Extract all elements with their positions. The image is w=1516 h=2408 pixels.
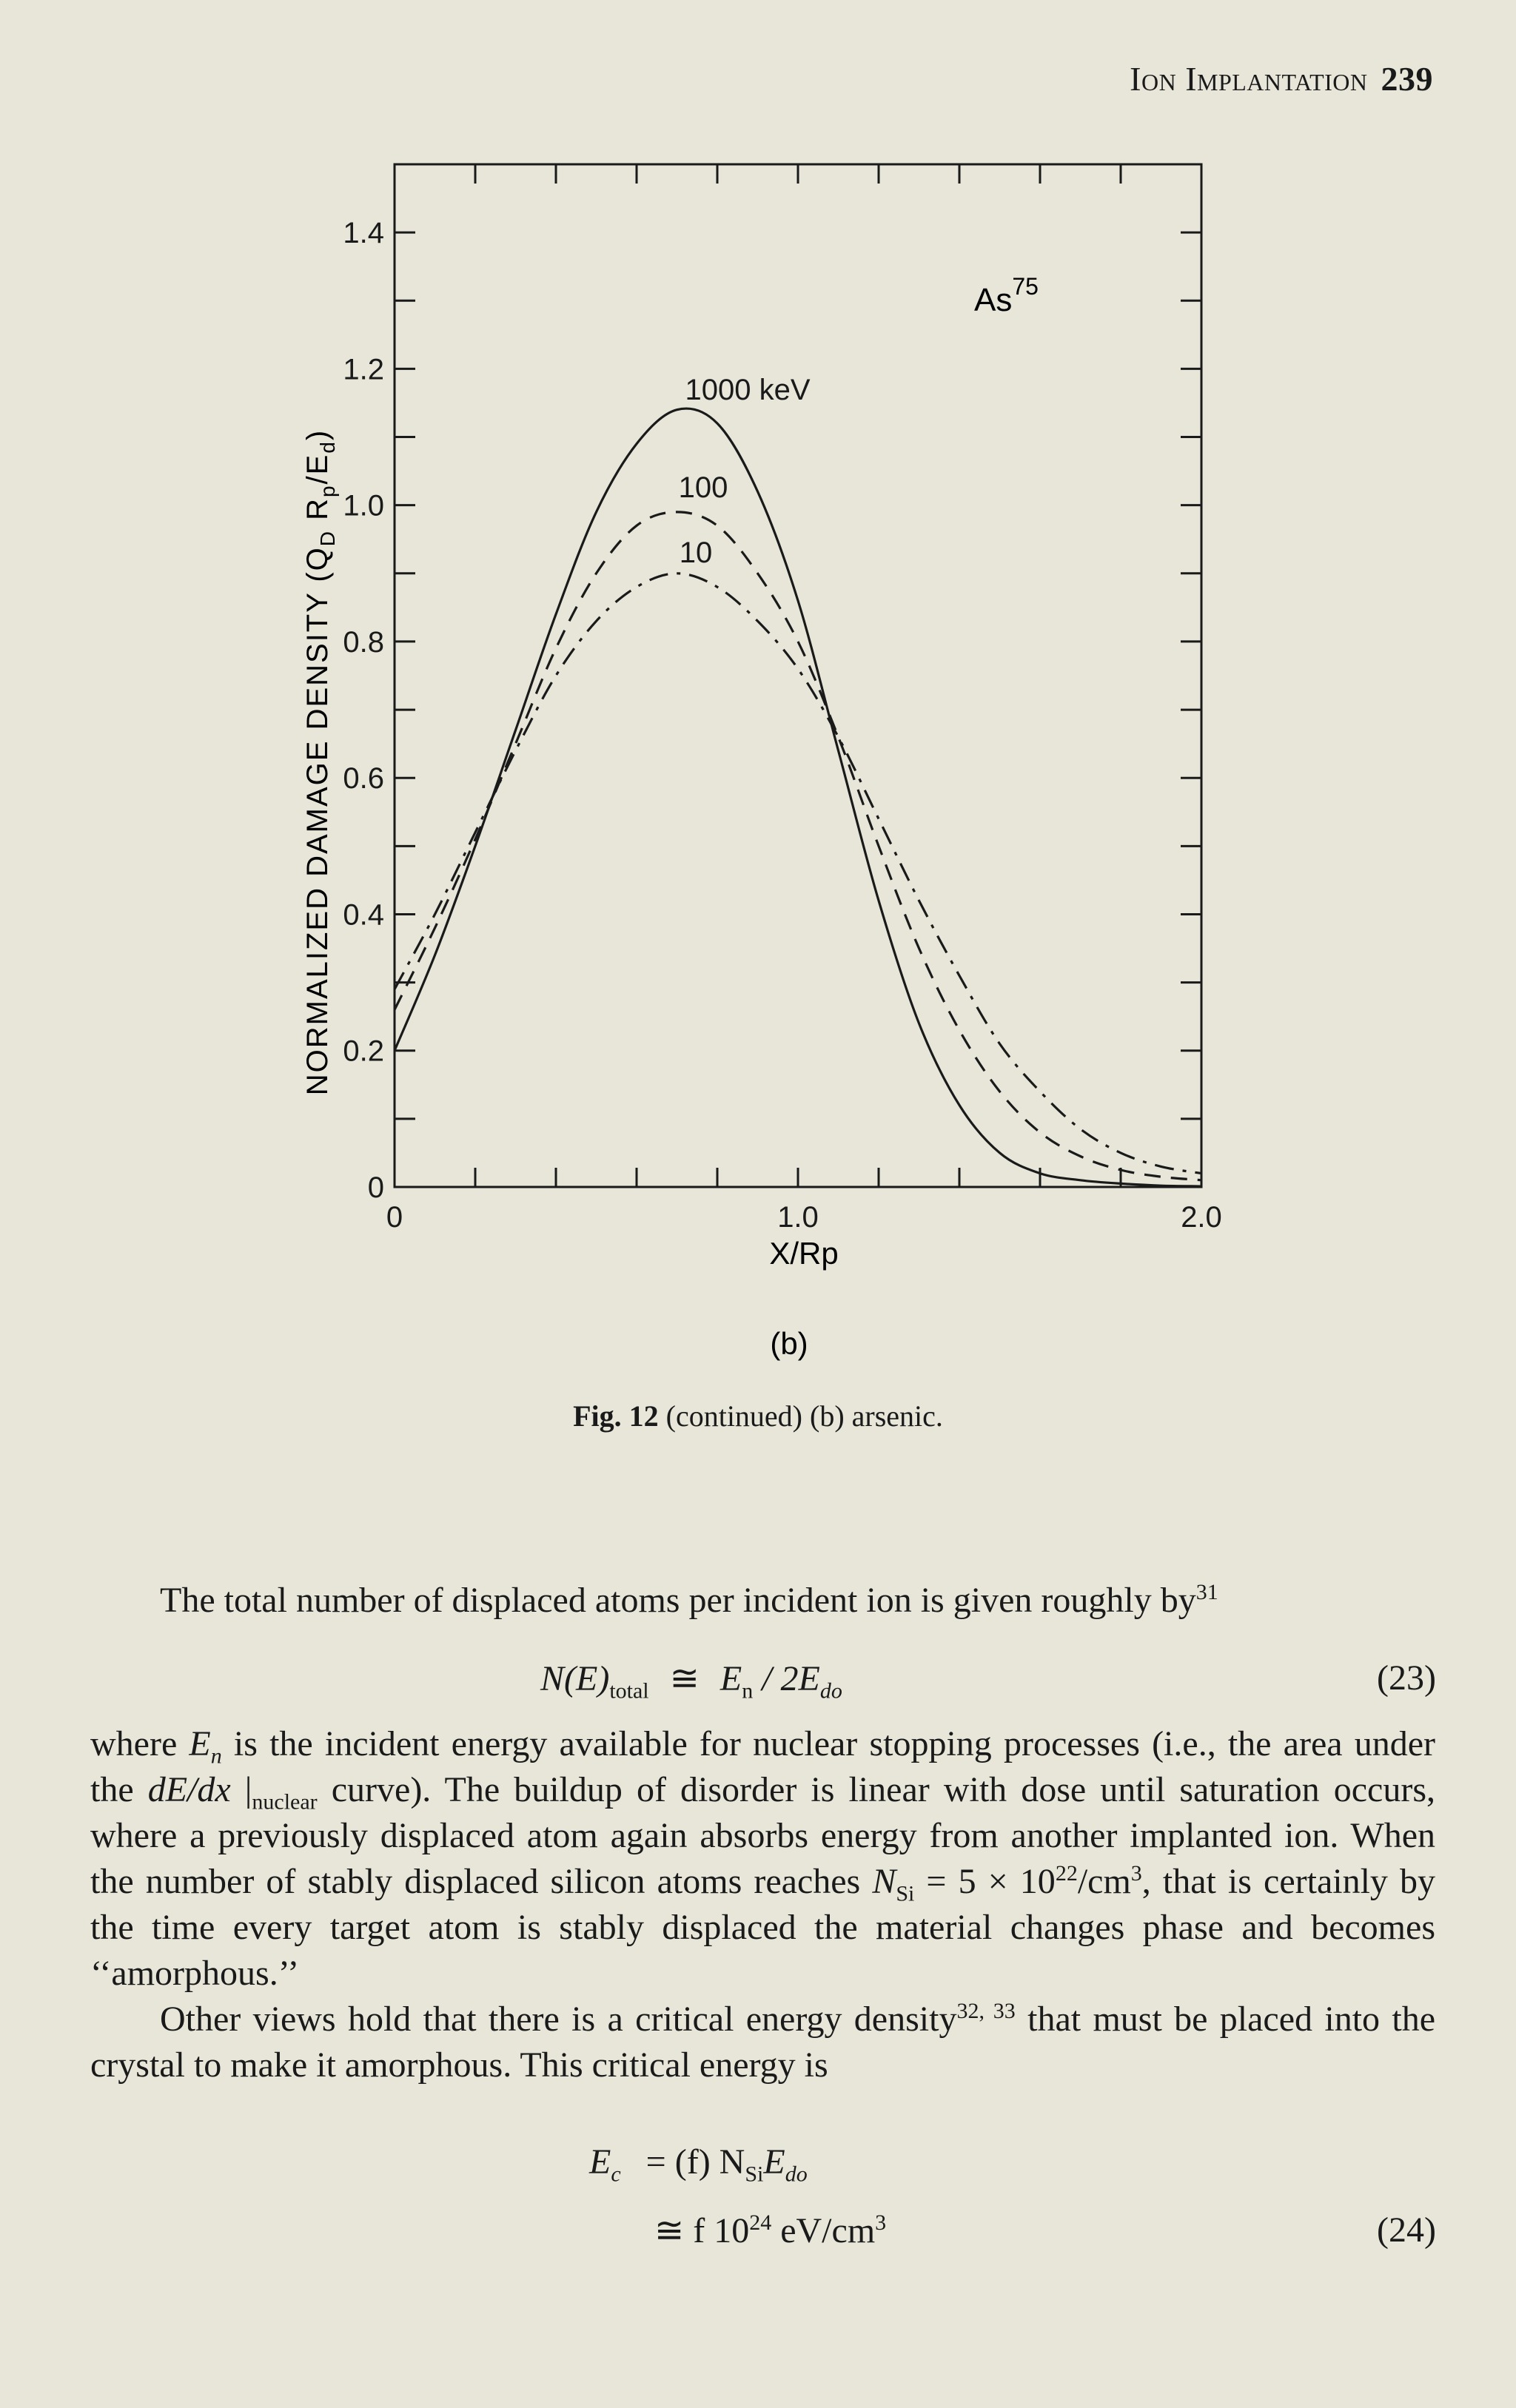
series-label-0: 1000 keV <box>685 374 811 406</box>
running-title: Ion Implantation <box>1130 60 1368 98</box>
eq23-rhs-b-sub: do <box>819 1678 842 1704</box>
y-axis-label: NORMALIZED DAMAGE DENSITY ($Q_D$ $R_p/E_d$) <box>301 428 339 1096</box>
p2-a: where <box>90 1724 190 1763</box>
p2-b: is the incident energy available for nuclear stopping processes (i.e., the area under the <box>90 1724 1435 1809</box>
y-tick-label: 1.0 <box>343 489 384 522</box>
x-tick-label: 1.0 <box>777 1201 819 1234</box>
page-number: 239 <box>1381 60 1433 98</box>
series-label-2: 10 <box>679 537 713 569</box>
chart-curves <box>395 408 1201 1186</box>
eq24-rhs-b: E <box>763 2142 785 2182</box>
p2-bar: | <box>230 1770 252 1809</box>
equation-24-number: (24) <box>1377 2210 1436 2250</box>
equation-23-number: (23) <box>1377 1658 1436 1698</box>
element-label <box>974 273 1039 318</box>
series-line-1 <box>395 512 1201 1180</box>
element-mass: 75 <box>1012 273 1039 300</box>
paragraph-1 <box>90 1578 1435 1624</box>
p2-nuclear-sub: nuclear <box>252 1789 318 1815</box>
p3-a: Other views hold that there is a critical energy density <box>160 2000 957 2039</box>
y-tick-label: 0 <box>367 1171 384 1204</box>
panel-label: (b) <box>770 1326 808 1361</box>
p2-cm-exp: 3 <box>1130 1861 1142 1886</box>
eq23-rhs-a-sub: n <box>742 1678 754 1704</box>
series-line-0 <box>395 408 1201 1186</box>
y-tick-label: 1.4 <box>343 217 384 250</box>
y-tick-label: 1.2 <box>343 353 384 386</box>
p2-dedx: dE/dx <box>147 1770 231 1809</box>
p2-f: , that is certainly by the time every target atom is stably displaced the material changes phase and becomes ‘‘amorphous.’’ <box>90 1862 1435 1993</box>
reference-31: 31 <box>1195 1580 1218 1604</box>
eq24-rhs-b-sub: do <box>785 2162 808 2187</box>
p3-refs: 32, 33 <box>956 1999 1016 2023</box>
equation-24-line-2-body <box>654 2210 886 2251</box>
equation-23-body <box>540 1658 842 1704</box>
eq23-relation: ≅ <box>669 1659 700 1698</box>
x-tick-label: 0 <box>386 1201 403 1234</box>
p2-d: = 5 × 10 <box>914 1862 1056 1901</box>
p2-c: curve). The buildup of disorder is linear with dose until saturation occurs, where a previously displaced atom again absorbs energy from another implanted ion. When the number of stably displaced silicon atoms reaches <box>90 1770 1435 1901</box>
eq23-rhs-a: E <box>720 1659 742 1698</box>
eq24-lhs: E <box>589 2142 611 2182</box>
chart-labels <box>679 374 811 569</box>
p2-n: N <box>872 1862 896 1901</box>
eq24-line2: ≅ f 10 <box>654 2211 750 2250</box>
figure-caption-label: Fig. 12 <box>573 1399 659 1433</box>
eq23-rhs-b: / 2E <box>753 1659 820 1698</box>
p2-exp: 22 <box>1055 1861 1078 1886</box>
paragraph-2 <box>90 1721 1435 2088</box>
chart-ticks <box>343 164 1221 1234</box>
x-axis-label: X/Rp <box>769 1236 839 1271</box>
plot-frame <box>395 164 1201 1187</box>
eq23-lhs: N(E) <box>540 1659 610 1698</box>
eq24-line2-exp: 24 <box>749 2210 772 2235</box>
figure-caption-text: (continued) (b) arsenic. <box>665 1399 943 1433</box>
paragraph-1-text: The total number of displaced atoms per incident ion is given roughly by <box>160 1581 1196 1620</box>
equation-24-line-1-body <box>589 2142 808 2187</box>
eq24-rhs-sub: Si <box>745 2162 764 2187</box>
y-tick-label: 0.6 <box>343 762 384 796</box>
figure-caption <box>0 1399 1516 1433</box>
y-tick-label: 0.4 <box>343 898 384 932</box>
eq23-lhs-sub: total <box>609 1678 649 1704</box>
eq24-lhs-sub: c <box>611 2162 621 2187</box>
p3-b: that must be placed into the crystal to make it amorphous. This critical energy is <box>90 2000 1436 2085</box>
p2-en: E <box>189 1724 211 1763</box>
p2-si-sub: Si <box>896 1881 915 1906</box>
p2-en-sub: n <box>210 1743 222 1769</box>
eq24-line2-unit-exp: 3 <box>875 2210 887 2235</box>
series-label-1: 100 <box>678 471 728 504</box>
y-tick-label: 0.8 <box>343 625 384 659</box>
eq24-rhs: = (f) N <box>645 2142 745 2182</box>
series-line-2 <box>395 574 1201 1174</box>
x-tick-label: 2.0 <box>1181 1201 1222 1234</box>
chart-axes <box>395 164 1201 1187</box>
eq24-line2-unit: eV/cm <box>771 2211 876 2250</box>
element-symbol: As <box>974 282 1013 318</box>
p2-e: /cm <box>1077 1862 1131 1901</box>
y-tick-label: 0.2 <box>343 1035 384 1068</box>
